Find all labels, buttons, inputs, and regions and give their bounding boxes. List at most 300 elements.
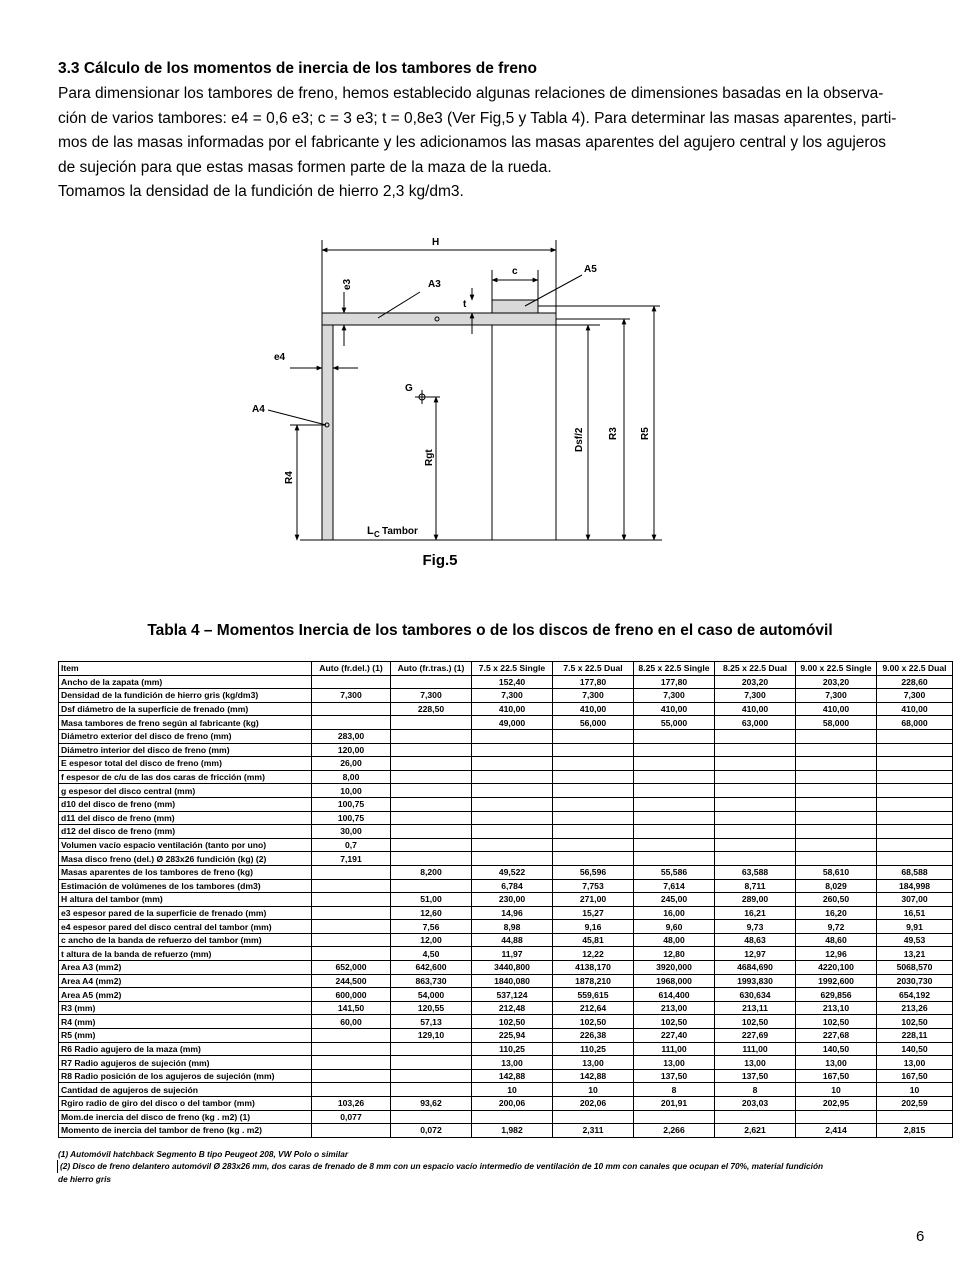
table-cell: 213,10 <box>796 1001 877 1015</box>
table-cell <box>312 947 391 961</box>
table-cell <box>472 729 553 743</box>
brake-drum-diagram <box>0 0 980 560</box>
table-cell: 10,00 <box>312 784 391 798</box>
row-label: Area A5 (mm2) <box>59 988 312 1002</box>
table-cell <box>391 770 472 784</box>
label-e4: e4 <box>274 352 286 363</box>
table-cell <box>877 770 953 784</box>
table-cell: 559,615 <box>553 988 634 1002</box>
table-row <box>59 1069 953 1083</box>
table-cell <box>553 770 634 784</box>
table-cell: 16,00 <box>634 906 715 920</box>
table-cell <box>312 1069 391 1083</box>
table-cell: 230,00 <box>472 893 553 907</box>
row-label: Cantidad de agujeros de sujeción <box>59 1083 312 1097</box>
table-cell: 12,00 <box>391 933 472 947</box>
table-cell: 410,00 <box>472 702 553 716</box>
table-cell: 7,300 <box>553 689 634 703</box>
table-cell <box>553 743 634 757</box>
table-cell: 12,96 <box>796 947 877 961</box>
table-cell: 4,50 <box>391 947 472 961</box>
table-cell: 13,00 <box>877 1056 953 1070</box>
table-cell <box>312 1029 391 1043</box>
table-cell: 225,94 <box>472 1029 553 1043</box>
table-cell <box>715 757 796 771</box>
table-cell <box>472 852 553 866</box>
paragraph-line: Tomamos la densidad de la fundición de hierro 2,3 kg/dm3. <box>58 183 464 201</box>
table-row <box>59 961 953 975</box>
table-cell <box>634 825 715 839</box>
row-label: R5 (mm) <box>59 1029 312 1043</box>
table-cell <box>634 743 715 757</box>
table-cell: 1840,080 <box>472 974 553 988</box>
table-cell: 16,51 <box>877 906 953 920</box>
row-label: E espesor total del disco de freno (mm) <box>59 757 312 771</box>
label-lc-sub: C <box>374 530 380 539</box>
table-cell <box>796 825 877 839</box>
table-cell: 48,00 <box>634 933 715 947</box>
table-row <box>59 743 953 757</box>
table-cell: 213,11 <box>715 1001 796 1015</box>
table-cell: 2,815 <box>877 1124 953 1138</box>
table-cell: 13,00 <box>634 1056 715 1070</box>
table-cell: 8,711 <box>715 879 796 893</box>
table-cell <box>634 797 715 811</box>
table-cell: 203,20 <box>715 675 796 689</box>
table-cell: 57,13 <box>391 1015 472 1029</box>
table-cell <box>472 770 553 784</box>
table-cell <box>877 825 953 839</box>
table-row <box>59 689 953 703</box>
table-cell <box>877 852 953 866</box>
table-cell: 7,300 <box>715 689 796 703</box>
table-row <box>59 852 953 866</box>
table-cell: 167,50 <box>877 1069 953 1083</box>
row-label: f espesor de c/u de las dos caras de fricción (mm) <box>59 770 312 784</box>
table-cell: 410,00 <box>634 702 715 716</box>
table-cell <box>391 784 472 798</box>
table-cell: 410,00 <box>553 702 634 716</box>
table-cell: 120,00 <box>312 743 391 757</box>
table-cell <box>472 757 553 771</box>
label-tambor: Tambor <box>382 526 418 537</box>
table-cell <box>312 675 391 689</box>
table-cell <box>312 1042 391 1056</box>
row-label: R7 Radio agujeros de sujeción (mm) <box>59 1056 312 1070</box>
table-cell: 629,856 <box>796 988 877 1002</box>
table-caption: Tabla 4 – Momentos Inercia de los tambores o de los discos de freno en el caso de automóvil <box>147 622 833 639</box>
table-row <box>59 1029 953 1043</box>
table-cell <box>312 933 391 947</box>
label-g: G <box>405 383 413 394</box>
table-cell: 1,982 <box>472 1124 553 1138</box>
table-cell: 30,00 <box>312 825 391 839</box>
table-cell: 0,077 <box>312 1110 391 1124</box>
header-item: Item <box>59 662 312 676</box>
table-row <box>59 893 953 907</box>
table-cell: 93,62 <box>391 1097 472 1111</box>
table-cell: 140,50 <box>796 1042 877 1056</box>
table-row <box>59 988 953 1002</box>
reinforcement-band <box>492 300 538 313</box>
table-cell <box>634 757 715 771</box>
table-cell: 111,00 <box>715 1042 796 1056</box>
table-cell: 630,634 <box>715 988 796 1002</box>
table-cell <box>715 825 796 839</box>
table-cell: 102,50 <box>796 1015 877 1029</box>
table-cell <box>472 811 553 825</box>
table-cell: 8,029 <box>796 879 877 893</box>
table-cell <box>312 1056 391 1070</box>
table-cell: 202,06 <box>553 1097 634 1111</box>
label-c: c <box>512 266 518 277</box>
table-cell: 12,80 <box>634 947 715 961</box>
table-cell: 7,300 <box>472 689 553 703</box>
table-cell: 2,266 <box>634 1124 715 1138</box>
table-cell <box>391 1083 472 1097</box>
table-cell: 6,784 <box>472 879 553 893</box>
table-cell: 863,730 <box>391 974 472 988</box>
label-r4: R4 <box>284 471 295 484</box>
table-cell: 12,60 <box>391 906 472 920</box>
table-cell <box>796 743 877 757</box>
table-row <box>59 729 953 743</box>
row-label: R6 Radio agujero de la maza (mm) <box>59 1042 312 1056</box>
label-rgt: Rgt <box>424 449 435 466</box>
table-cell: 200,06 <box>472 1097 553 1111</box>
table-cell: 0,072 <box>391 1124 472 1138</box>
row-label: Volumen vacío espacio ventilación (tanto por uno) <box>59 838 312 852</box>
row-label: t altura de la banda de refuerzo (mm) <box>59 947 312 961</box>
row-label: Ancho de la zapata (mm) <box>59 675 312 689</box>
row-label: Masas aparentes de los tambores de freno (kg) <box>59 865 312 879</box>
table-cell <box>715 852 796 866</box>
table-cell <box>877 743 953 757</box>
table-cell: 12,97 <box>715 947 796 961</box>
table-cell: 7,300 <box>877 689 953 703</box>
table-row <box>59 770 953 784</box>
row-label: Rgiro radio de giro del disco o del tambor (mm) <box>59 1097 312 1111</box>
table-cell: 54,000 <box>391 988 472 1002</box>
table-row <box>59 797 953 811</box>
table-cell <box>553 838 634 852</box>
table-cell: 10 <box>796 1083 877 1097</box>
table-cell: 227,69 <box>715 1029 796 1043</box>
inertia-table <box>58 661 953 1138</box>
table-cell: 13,00 <box>715 1056 796 1070</box>
table-cell: 11,97 <box>472 947 553 961</box>
row-label: c ancho de la banda de refuerzo del tambor (mm) <box>59 933 312 947</box>
table-cell: 152,40 <box>472 675 553 689</box>
table-cell: 102,50 <box>472 1015 553 1029</box>
paragraph-line: mos de las masas informadas por el fabricante y les adicionamos las masas aparentes del agujero central y los agujeros <box>58 134 886 152</box>
table-cell: 1992,600 <box>796 974 877 988</box>
table-row <box>59 1001 953 1015</box>
table-cell: 600,000 <box>312 988 391 1002</box>
table-cell: 213,00 <box>634 1001 715 1015</box>
table-cell: 26,00 <box>312 757 391 771</box>
row-label: Momento de inercia del tambor de freno (kg . m2) <box>59 1124 312 1138</box>
table-cell: 49,522 <box>472 865 553 879</box>
note-line: (2) Disco de freno delantero automóvil Ø 283x26 mm, dos caras de frenado de 8 mm con un espacio vacío intermedio de ventilación de 10 mm con canales que ocupan el 70%, material fundición <box>57 1160 823 1172</box>
table-cell <box>391 1069 472 1083</box>
table-cell <box>634 784 715 798</box>
table-cell <box>472 1110 553 1124</box>
table-cell <box>715 1110 796 1124</box>
table-cell: 1993,830 <box>715 974 796 988</box>
label-r5: R5 <box>640 427 651 440</box>
row-label: R4 (mm) <box>59 1015 312 1029</box>
table-cell: 212,64 <box>553 1001 634 1015</box>
table-cell <box>391 838 472 852</box>
row-label: d12 del disco de freno (mm) <box>59 825 312 839</box>
table-cell: 14,96 <box>472 906 553 920</box>
label-a4: A4 <box>252 404 265 415</box>
table-cell: 51,00 <box>391 893 472 907</box>
table-cell <box>715 811 796 825</box>
table-cell <box>796 1110 877 1124</box>
row-label: R3 (mm) <box>59 1001 312 1015</box>
table-cell <box>877 757 953 771</box>
section-heading: 3.3 Cálculo de los momentos de inercia de los tambores de freno <box>58 60 537 77</box>
table-cell: 8 <box>634 1083 715 1097</box>
table-cell <box>715 729 796 743</box>
table-cell <box>472 797 553 811</box>
table-cell: 0,7 <box>312 838 391 852</box>
table-cell: 13,00 <box>472 1056 553 1070</box>
table-cell: 203,20 <box>796 675 877 689</box>
table-cell: 228,11 <box>877 1029 953 1043</box>
table-cell: 227,40 <box>634 1029 715 1043</box>
table-cell <box>391 729 472 743</box>
table-row <box>59 1110 953 1124</box>
table-cell: 203,03 <box>715 1097 796 1111</box>
table-cell <box>312 1083 391 1097</box>
table-cell <box>391 1056 472 1070</box>
row-label: Masa tambores de freno según al fabricante (kg) <box>59 716 312 730</box>
table-cell <box>391 825 472 839</box>
table-cell: 167,50 <box>796 1069 877 1083</box>
paragraph-line: Para dimensionar los tambores de freno, hemos establecido algunas relaciones de dimensiones basadas en la observa- <box>58 85 884 102</box>
table-cell: 4138,170 <box>553 961 634 975</box>
table-cell: 129,10 <box>391 1029 472 1043</box>
label-dsf2: Dsf/2 <box>574 427 585 452</box>
table-cell <box>553 784 634 798</box>
table-cell: 100,75 <box>312 797 391 811</box>
table-cell: 410,00 <box>796 702 877 716</box>
table-cell <box>472 743 553 757</box>
table-cell: 48,60 <box>796 933 877 947</box>
header-column: 7.5 x 22.5 Dual <box>553 662 634 676</box>
row-label: Masa disco freno (del.) Ø 283x26 fundición (kg) (2) <box>59 852 312 866</box>
table-notes <box>58 1148 823 1185</box>
table-row <box>59 1056 953 1070</box>
table-cell: 2030,730 <box>877 974 953 988</box>
table-cell: 5068,570 <box>877 961 953 975</box>
table-cell: 16,20 <box>796 906 877 920</box>
table-cell <box>312 1124 391 1138</box>
table-row <box>59 1124 953 1138</box>
table-cell <box>715 743 796 757</box>
table-cell: 142,88 <box>553 1069 634 1083</box>
table-cell: 56,596 <box>553 865 634 879</box>
table-cell: 68,000 <box>877 716 953 730</box>
table-cell: 111,00 <box>634 1042 715 1056</box>
table-cell <box>553 1110 634 1124</box>
table-row <box>59 1083 953 1097</box>
table-cell: 8,200 <box>391 865 472 879</box>
table-cell: 9,72 <box>796 920 877 934</box>
table-cell <box>312 865 391 879</box>
drum-disc-wall <box>322 325 333 540</box>
table-row <box>59 933 953 947</box>
table-cell <box>634 729 715 743</box>
label-t: t <box>463 299 467 310</box>
paragraph-line: ción de varios tambores: e4 = 0,6 e3; c = 3 e3; t = 0,8e3 (Ver Fig,5 y Tabla 4). Para determinar las masas aparentes, parti- <box>58 109 897 127</box>
table-cell <box>553 757 634 771</box>
figure-caption: Fig.5 <box>422 552 458 569</box>
table-cell: 137,50 <box>715 1069 796 1083</box>
table-cell: 63,000 <box>715 716 796 730</box>
table-row <box>59 1042 953 1056</box>
table-cell <box>796 852 877 866</box>
table-cell: 2,621 <box>715 1124 796 1138</box>
table-cell: 63,588 <box>715 865 796 879</box>
table-cell: 244,500 <box>312 974 391 988</box>
note-line: de hierro gris <box>58 1173 112 1184</box>
row-label: e3 espesor pared de la superficie de frenado (mm) <box>59 906 312 920</box>
table-cell: 55,000 <box>634 716 715 730</box>
table-cell: 56,000 <box>553 716 634 730</box>
table-cell <box>472 825 553 839</box>
table-cell: 141,50 <box>312 1001 391 1015</box>
row-label: Area A3 (mm2) <box>59 961 312 975</box>
row-label: Area A4 (mm2) <box>59 974 312 988</box>
table-cell <box>634 1110 715 1124</box>
table-cell <box>391 797 472 811</box>
table-cell: 102,50 <box>877 1015 953 1029</box>
table-cell: 652,000 <box>312 961 391 975</box>
table-cell <box>312 879 391 893</box>
table-cell: 110,25 <box>472 1042 553 1056</box>
table-row <box>59 906 953 920</box>
table-cell: 100,75 <box>312 811 391 825</box>
table-cell: 260,50 <box>796 893 877 907</box>
table-cell: 16,21 <box>715 906 796 920</box>
table-cell: 9,73 <box>715 920 796 934</box>
table-cell <box>391 811 472 825</box>
row-label: Diámetro exterior del disco de freno (mm) <box>59 729 312 743</box>
table-cell: 60,00 <box>312 1015 391 1029</box>
header-column: 9.00 x 22.5 Dual <box>877 662 953 676</box>
table-cell <box>391 879 472 893</box>
table-cell <box>391 1110 472 1124</box>
table-cell: 7,753 <box>553 879 634 893</box>
table-cell <box>877 729 953 743</box>
table-cell <box>312 702 391 716</box>
table-cell <box>472 838 553 852</box>
table-cell: 228,60 <box>877 675 953 689</box>
label-h: H <box>432 237 440 248</box>
table-cell: 142,88 <box>472 1069 553 1083</box>
header-column: 9.00 x 22.5 Single <box>796 662 877 676</box>
table-cell <box>312 716 391 730</box>
table-row <box>59 947 953 961</box>
table-cell: 228,50 <box>391 702 472 716</box>
page-number: 6 <box>916 1228 925 1245</box>
table-cell: 283,00 <box>312 729 391 743</box>
table-cell <box>877 784 953 798</box>
table-cell: 49,53 <box>877 933 953 947</box>
table-row <box>59 1097 953 1111</box>
table-cell <box>796 811 877 825</box>
table-cell: 7,300 <box>796 689 877 703</box>
table-cell: 226,38 <box>553 1029 634 1043</box>
row-label: d11 del disco de freno (mm) <box>59 811 312 825</box>
table-cell: 45,81 <box>553 933 634 947</box>
table-row <box>59 675 953 689</box>
table-cell: 3920,000 <box>634 961 715 975</box>
table-cell: 410,00 <box>877 702 953 716</box>
table-cell <box>634 770 715 784</box>
table-cell: 177,80 <box>553 675 634 689</box>
table-row <box>59 716 953 730</box>
table-cell <box>312 906 391 920</box>
table-cell: 614,400 <box>634 988 715 1002</box>
table-cell: 10 <box>877 1083 953 1097</box>
table-cell <box>796 797 877 811</box>
table-cell <box>634 838 715 852</box>
table-cell: 8,00 <box>312 770 391 784</box>
table-cell <box>634 852 715 866</box>
table-cell: 245,00 <box>634 893 715 907</box>
table-cell: 13,00 <box>796 1056 877 1070</box>
table-cell <box>796 770 877 784</box>
table-cell: 271,00 <box>553 893 634 907</box>
label-r3: R3 <box>608 427 619 440</box>
table-cell: 10 <box>472 1083 553 1097</box>
table-cell: 1968,000 <box>634 974 715 988</box>
row-label: Mom.de inercia del disco de freno (kg . m2) (1) <box>59 1110 312 1124</box>
label-a3: A3 <box>428 279 441 290</box>
table-row <box>59 811 953 825</box>
row-label: e4 espesor pared del disco central del tambor (mm) <box>59 920 312 934</box>
table-row <box>59 838 953 852</box>
table-cell: 202,95 <box>796 1097 877 1111</box>
row-label: d10 del disco de freno (mm) <box>59 797 312 811</box>
table-cell: 2,414 <box>796 1124 877 1138</box>
table-cell: 410,00 <box>715 702 796 716</box>
table-row <box>59 865 953 879</box>
table-cell: 110,25 <box>553 1042 634 1056</box>
table-row <box>59 1015 953 1029</box>
row-label: H altura del tambor (mm) <box>59 893 312 907</box>
label-a5: A5 <box>584 264 597 275</box>
table-cell: 44,88 <box>472 933 553 947</box>
table-cell: 8,98 <box>472 920 553 934</box>
table-cell: 140,50 <box>877 1042 953 1056</box>
table-cell: 8 <box>715 1083 796 1097</box>
table-cell: 102,50 <box>715 1015 796 1029</box>
row-label: Estimación de volúmenes de los tambores (dm3) <box>59 879 312 893</box>
table-cell <box>391 852 472 866</box>
table-cell <box>391 743 472 757</box>
table-cell <box>634 811 715 825</box>
table-cell: 102,50 <box>634 1015 715 1029</box>
table-cell: 654,192 <box>877 988 953 1002</box>
label-e3: e3 <box>342 278 353 290</box>
table-row <box>59 920 953 934</box>
